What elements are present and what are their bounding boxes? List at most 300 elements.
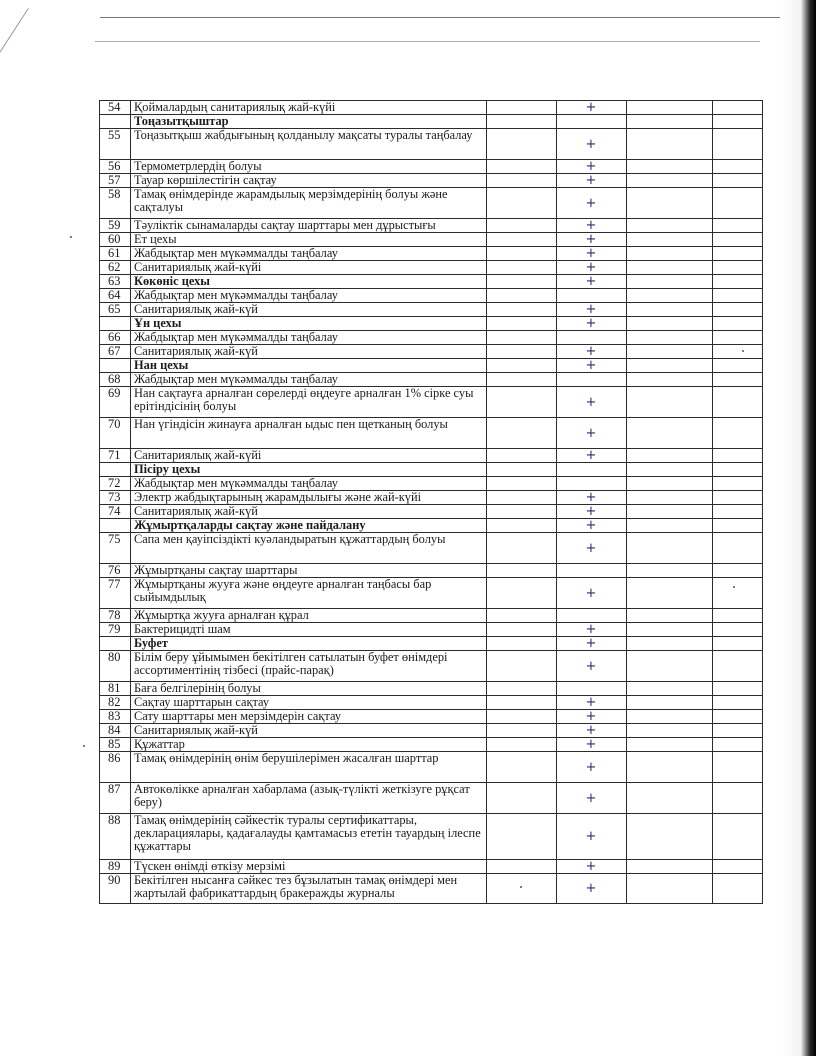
- empty-cell: [627, 491, 713, 505]
- row-number: 73: [100, 491, 131, 505]
- mark-cell: +: [557, 783, 627, 814]
- mark-cell: +: [557, 449, 627, 463]
- empty-cell: [713, 449, 763, 463]
- empty-cell: [713, 710, 763, 724]
- empty-cell: [487, 696, 557, 710]
- row-text: Нан сақтауға арналған сөрелерді өңдеуге арналған 1% сірке суы ерітіндісінің болуы: [131, 387, 487, 418]
- empty-cell: [713, 174, 763, 188]
- empty-cell: [487, 724, 557, 738]
- row-text: Білім беру ұйымымен бекітілген сатылатын буфет өнімдері ассортиментінің тізбесі (прайс-парақ): [131, 651, 487, 682]
- checklist-row: [100, 219, 763, 233]
- empty-cell: [713, 682, 763, 696]
- empty-cell: [627, 505, 713, 519]
- row-text: Сапа мен қауіпсіздікті куәландыратын құжаттардың болуы: [131, 533, 487, 564]
- empty-cell: [713, 874, 763, 904]
- checklist-row: [100, 814, 763, 860]
- row-text: Электр жабдықтарының жарамдылығы және жай-күйі: [131, 491, 487, 505]
- empty-cell: [627, 783, 713, 814]
- row-text: Нан үгіндісін жинауға арналған ыдыс пен щетканың болуы: [131, 418, 487, 449]
- checklist-row: [100, 129, 763, 160]
- section-row: [100, 637, 763, 651]
- empty-cell: [627, 564, 713, 578]
- row-text: Жұмыртқаны сақтау шарттары: [131, 564, 487, 578]
- empty-cell: [487, 682, 557, 696]
- empty-cell: [627, 129, 713, 160]
- mark-cell: +: [557, 261, 627, 275]
- checklist-row: [100, 696, 763, 710]
- empty-cell: [713, 219, 763, 233]
- row-text: Құжаттар: [131, 738, 487, 752]
- row-number: 77: [100, 578, 131, 609]
- top-rule-2: [95, 41, 760, 42]
- mark-cell: +: [557, 651, 627, 682]
- empty-cell: [627, 696, 713, 710]
- checklist-row: [100, 623, 763, 637]
- mark-cell: +: [557, 623, 627, 637]
- row-number: [100, 463, 131, 477]
- mark-cell: [557, 115, 627, 129]
- row-number: 71: [100, 449, 131, 463]
- row-text: Автокөлікке арналған хабарлама (азық-түлікті жеткізуге рұқсат беру): [131, 783, 487, 814]
- empty-cell: [627, 449, 713, 463]
- row-text: Жұмыртқаны жууға және өңдеуге арналған таңбасы бар сыйымдылық: [131, 578, 487, 609]
- empty-cell: [487, 463, 557, 477]
- empty-cell: [627, 233, 713, 247]
- row-number: 63: [100, 275, 131, 289]
- checklist-row: [100, 651, 763, 682]
- scan-speck: [83, 745, 85, 747]
- row-text: Жабдықтар мен мүкәммалды таңбалау: [131, 247, 487, 261]
- mark-cell: [557, 463, 627, 477]
- mark-cell: +: [557, 860, 627, 874]
- empty-cell: [713, 637, 763, 651]
- section-title: Пісіру цехы: [131, 463, 487, 477]
- checklist-row: [100, 289, 763, 303]
- mark-cell: +: [557, 387, 627, 418]
- empty-cell: [713, 519, 763, 533]
- empty-cell: [713, 491, 763, 505]
- empty-cell: [713, 129, 763, 160]
- empty-cell: [627, 331, 713, 345]
- empty-cell: [713, 101, 763, 115]
- row-text: Сақтау шарттарын сақтау: [131, 696, 487, 710]
- checklist-row: [100, 578, 763, 609]
- section-title: Тоңазытқыштар: [131, 115, 487, 129]
- row-number: 85: [100, 738, 131, 752]
- empty-cell: [627, 533, 713, 564]
- mark-cell: [557, 609, 627, 623]
- empty-cell: [487, 373, 557, 387]
- checklist-row: [100, 418, 763, 449]
- checklist-row: [100, 564, 763, 578]
- row-number: 75: [100, 533, 131, 564]
- row-number: 58: [100, 188, 131, 219]
- checklist-row: [100, 533, 763, 564]
- empty-cell: [713, 331, 763, 345]
- empty-cell: [487, 275, 557, 289]
- empty-cell: [487, 609, 557, 623]
- section-title: Көкөніс цехы: [131, 275, 487, 289]
- empty-cell: [487, 219, 557, 233]
- checklist-row: [100, 233, 763, 247]
- mark-cell: +: [557, 519, 627, 533]
- empty-cell: [713, 783, 763, 814]
- row-number: 59: [100, 219, 131, 233]
- empty-cell: [713, 860, 763, 874]
- empty-cell: [487, 418, 557, 449]
- row-number: 57: [100, 174, 131, 188]
- empty-cell: [487, 623, 557, 637]
- empty-cell: [487, 115, 557, 129]
- empty-cell: [487, 491, 557, 505]
- row-text: Баға белгілерінің болуы: [131, 682, 487, 696]
- row-number: 55: [100, 129, 131, 160]
- checklist-table: [99, 100, 763, 904]
- row-number: 90: [100, 874, 131, 904]
- empty-cell: [487, 814, 557, 860]
- empty-cell: [627, 261, 713, 275]
- empty-cell: [627, 115, 713, 129]
- empty-cell: [713, 724, 763, 738]
- mark-cell: [557, 682, 627, 696]
- mark-cell: [557, 564, 627, 578]
- row-number: [100, 637, 131, 651]
- empty-cell: [713, 651, 763, 682]
- empty-cell: [713, 289, 763, 303]
- empty-cell: [627, 174, 713, 188]
- checklist-row: [100, 188, 763, 219]
- mark-cell: +: [557, 101, 627, 115]
- empty-cell: [713, 533, 763, 564]
- empty-cell: [713, 564, 763, 578]
- empty-cell: [713, 578, 763, 609]
- empty-cell: [487, 578, 557, 609]
- section-row: [100, 115, 763, 129]
- row-text: Жабдықтар мен мүкәммалды таңбалау: [131, 289, 487, 303]
- mark-cell: [557, 477, 627, 491]
- empty-cell: [713, 463, 763, 477]
- row-number: 56: [100, 160, 131, 174]
- empty-cell: [713, 359, 763, 373]
- empty-cell: [487, 289, 557, 303]
- row-text: Термометрлердің болуы: [131, 160, 487, 174]
- row-number: 70: [100, 418, 131, 449]
- checklist-row: [100, 261, 763, 275]
- checklist-row: [100, 783, 763, 814]
- empty-cell: [627, 578, 713, 609]
- mark-cell: +: [557, 533, 627, 564]
- mark-cell: +: [557, 219, 627, 233]
- checklist-row: [100, 860, 763, 874]
- row-number: 81: [100, 682, 131, 696]
- empty-cell: [713, 387, 763, 418]
- checklist-row: [100, 609, 763, 623]
- empty-cell: [627, 373, 713, 387]
- checklist-row: [100, 682, 763, 696]
- empty-cell: [487, 874, 557, 904]
- row-number: 68: [100, 373, 131, 387]
- checklist-row: [100, 247, 763, 261]
- row-text: Сату шарттары мен мерзімдерін сақтау: [131, 710, 487, 724]
- row-number: [100, 359, 131, 373]
- empty-cell: [627, 359, 713, 373]
- empty-cell: [487, 345, 557, 359]
- mark-cell: +: [557, 160, 627, 174]
- mark-cell: [557, 373, 627, 387]
- empty-cell: [487, 331, 557, 345]
- empty-cell: [627, 463, 713, 477]
- row-number: 65: [100, 303, 131, 317]
- empty-cell: [627, 289, 713, 303]
- section-title: Жұмыртқаларды сақтау және пайдалану: [131, 519, 487, 533]
- empty-cell: [627, 637, 713, 651]
- empty-cell: [627, 519, 713, 533]
- empty-cell: [713, 609, 763, 623]
- row-number: 66: [100, 331, 131, 345]
- row-text: Жабдықтар мен мүкәммалды таңбалау: [131, 331, 487, 345]
- section-row: [100, 275, 763, 289]
- empty-cell: [627, 317, 713, 331]
- mark-cell: +: [557, 247, 627, 261]
- empty-cell: [713, 233, 763, 247]
- empty-cell: [487, 505, 557, 519]
- empty-cell: [487, 752, 557, 783]
- row-text: Санитариялық жай-күйі: [131, 261, 487, 275]
- empty-cell: [627, 724, 713, 738]
- row-number: 78: [100, 609, 131, 623]
- checklist-row: [100, 373, 763, 387]
- empty-cell: [627, 477, 713, 491]
- row-number: 88: [100, 814, 131, 860]
- row-text: Санитариялық жай-күйі: [131, 449, 487, 463]
- empty-cell: [627, 623, 713, 637]
- checklist-row: [100, 491, 763, 505]
- row-number: [100, 317, 131, 331]
- mark-cell: +: [557, 696, 627, 710]
- mark-cell: +: [557, 738, 627, 752]
- empty-cell: [487, 738, 557, 752]
- section-row: [100, 359, 763, 373]
- empty-cell: [487, 637, 557, 651]
- mark-cell: +: [557, 724, 627, 738]
- empty-cell: [487, 261, 557, 275]
- empty-cell: [627, 247, 713, 261]
- row-text: Бекітілген нысанға сәйкес тез бұзылатын тамақ өнімдері мен жартылай фабрикаттардың бракеражды журналы: [131, 874, 487, 904]
- checklist-row: [100, 101, 763, 115]
- empty-cell: [627, 651, 713, 682]
- scan-diagonal-line: [0, 8, 29, 134]
- row-number: 87: [100, 783, 131, 814]
- empty-cell: [713, 345, 763, 359]
- empty-cell: [713, 738, 763, 752]
- empty-cell: [713, 303, 763, 317]
- section-row: [100, 463, 763, 477]
- section-title: Буфет: [131, 637, 487, 651]
- checklist-row: [100, 477, 763, 491]
- checklist-row: [100, 303, 763, 317]
- empty-cell: [487, 477, 557, 491]
- checklist-row: [100, 738, 763, 752]
- empty-cell: [627, 874, 713, 904]
- empty-cell: [627, 303, 713, 317]
- section-row: [100, 317, 763, 331]
- row-number: 72: [100, 477, 131, 491]
- mark-cell: +: [557, 491, 627, 505]
- empty-cell: [487, 449, 557, 463]
- row-text: Санитариялық жай-күй: [131, 345, 487, 359]
- empty-cell: [487, 533, 557, 564]
- row-text: Жабдықтар мен мүкәммалды таңбалау: [131, 373, 487, 387]
- row-text: Түскен өнімді өткізу мерзімі: [131, 860, 487, 874]
- mark-cell: +: [557, 188, 627, 219]
- empty-cell: [627, 101, 713, 115]
- empty-cell: [627, 860, 713, 874]
- empty-cell: [627, 752, 713, 783]
- checklist-row: [100, 174, 763, 188]
- checklist-row: [100, 160, 763, 174]
- mark-cell: +: [557, 418, 627, 449]
- empty-cell: [627, 609, 713, 623]
- empty-cell: [487, 188, 557, 219]
- row-number: 62: [100, 261, 131, 275]
- mark-cell: +: [557, 637, 627, 651]
- row-number: 69: [100, 387, 131, 418]
- row-text: Жабдықтар мен мүкәммалды таңбалау: [131, 477, 487, 491]
- empty-cell: [713, 477, 763, 491]
- empty-cell: [487, 519, 557, 533]
- mark-cell: +: [557, 505, 627, 519]
- empty-cell: [487, 860, 557, 874]
- empty-cell: [627, 345, 713, 359]
- empty-cell: [713, 275, 763, 289]
- empty-cell: [627, 682, 713, 696]
- row-text: Санитариялық жай-күй: [131, 303, 487, 317]
- row-number: 80: [100, 651, 131, 682]
- mark-cell: [557, 331, 627, 345]
- row-number: 83: [100, 710, 131, 724]
- empty-cell: [713, 317, 763, 331]
- section-title: Ұн цехы: [131, 317, 487, 331]
- empty-cell: [487, 174, 557, 188]
- mark-cell: +: [557, 233, 627, 247]
- row-number: 54: [100, 101, 131, 115]
- row-text: Тоңазытқыш жабдығының қолданылу мақсаты туралы таңбалау: [131, 129, 487, 160]
- empty-cell: [487, 710, 557, 724]
- empty-cell: [487, 783, 557, 814]
- empty-cell: [487, 303, 557, 317]
- row-number: 89: [100, 860, 131, 874]
- empty-cell: [627, 738, 713, 752]
- empty-cell: [627, 188, 713, 219]
- empty-cell: [713, 752, 763, 783]
- row-text: Тауар көршілестігін сақтау: [131, 174, 487, 188]
- scan-dark-edge: [782, 0, 816, 1056]
- empty-cell: [627, 219, 713, 233]
- empty-cell: [627, 160, 713, 174]
- checklist-row: [100, 449, 763, 463]
- row-number: 86: [100, 752, 131, 783]
- row-number: 60: [100, 233, 131, 247]
- empty-cell: [713, 623, 763, 637]
- empty-cell: [627, 387, 713, 418]
- empty-cell: [713, 418, 763, 449]
- row-text: Тәуліктік сынамаларды сақтау шарттары мен дұрыстығы: [131, 219, 487, 233]
- empty-cell: [487, 160, 557, 174]
- checklist-rows: [100, 101, 763, 904]
- row-number: 84: [100, 724, 131, 738]
- empty-cell: [487, 129, 557, 160]
- empty-cell: [487, 564, 557, 578]
- row-number: 61: [100, 247, 131, 261]
- row-number: [100, 519, 131, 533]
- checklist-row: [100, 345, 763, 359]
- row-number: [100, 115, 131, 129]
- checklist-row: [100, 874, 763, 904]
- empty-cell: [487, 387, 557, 418]
- mark-cell: +: [557, 814, 627, 860]
- empty-cell: [713, 115, 763, 129]
- row-text: Тамақ өнімдерінің сәйкестік туралы сертификаттары, декларациялары, қадағалауды қамтамасыз ететін тауардың ілеспе құжаттары: [131, 814, 487, 860]
- empty-cell: [713, 261, 763, 275]
- checklist-row: [100, 752, 763, 783]
- empty-cell: [487, 317, 557, 331]
- empty-cell: [713, 160, 763, 174]
- row-text: Тамақ өнімдерінің өнім берушілерімен жасалған шарттар: [131, 752, 487, 783]
- row-text: Санитариялық жай-күй: [131, 724, 487, 738]
- empty-cell: [627, 418, 713, 449]
- checklist-row: [100, 724, 763, 738]
- mark-cell: +: [557, 275, 627, 289]
- row-number: 74: [100, 505, 131, 519]
- empty-cell: [713, 247, 763, 261]
- mark-cell: +: [557, 174, 627, 188]
- section-title: Нан цехы: [131, 359, 487, 373]
- empty-cell: [713, 373, 763, 387]
- mark-cell: +: [557, 874, 627, 904]
- mark-cell: +: [557, 359, 627, 373]
- row-number: 67: [100, 345, 131, 359]
- row-text: Қоймалардың санитариялық жай-күйі: [131, 101, 487, 115]
- empty-cell: [627, 275, 713, 289]
- row-text: Бактерицидті шам: [131, 623, 487, 637]
- row-number: 79: [100, 623, 131, 637]
- row-text: Ет цехы: [131, 233, 487, 247]
- empty-cell: [487, 247, 557, 261]
- row-text: Санитариялық жай-күй: [131, 505, 487, 519]
- row-number: 76: [100, 564, 131, 578]
- mark-cell: +: [557, 710, 627, 724]
- row-number: 64: [100, 289, 131, 303]
- empty-cell: [487, 233, 557, 247]
- mark-cell: +: [557, 345, 627, 359]
- empty-cell: [627, 814, 713, 860]
- row-text: Жұмыртқа жууға арналған құрал: [131, 609, 487, 623]
- row-text: Тамақ өнімдерінде жарамдылық мерзімдерінің болуы және сақталуы: [131, 188, 487, 219]
- checklist-row: [100, 387, 763, 418]
- empty-cell: [713, 814, 763, 860]
- scan-speck: [70, 236, 72, 238]
- mark-cell: +: [557, 752, 627, 783]
- empty-cell: [487, 359, 557, 373]
- mark-cell: +: [557, 303, 627, 317]
- checklist-row: [100, 331, 763, 345]
- mark-cell: +: [557, 578, 627, 609]
- mark-cell: [557, 289, 627, 303]
- empty-cell: [713, 696, 763, 710]
- mark-cell: +: [557, 317, 627, 331]
- empty-cell: [627, 710, 713, 724]
- empty-cell: [487, 101, 557, 115]
